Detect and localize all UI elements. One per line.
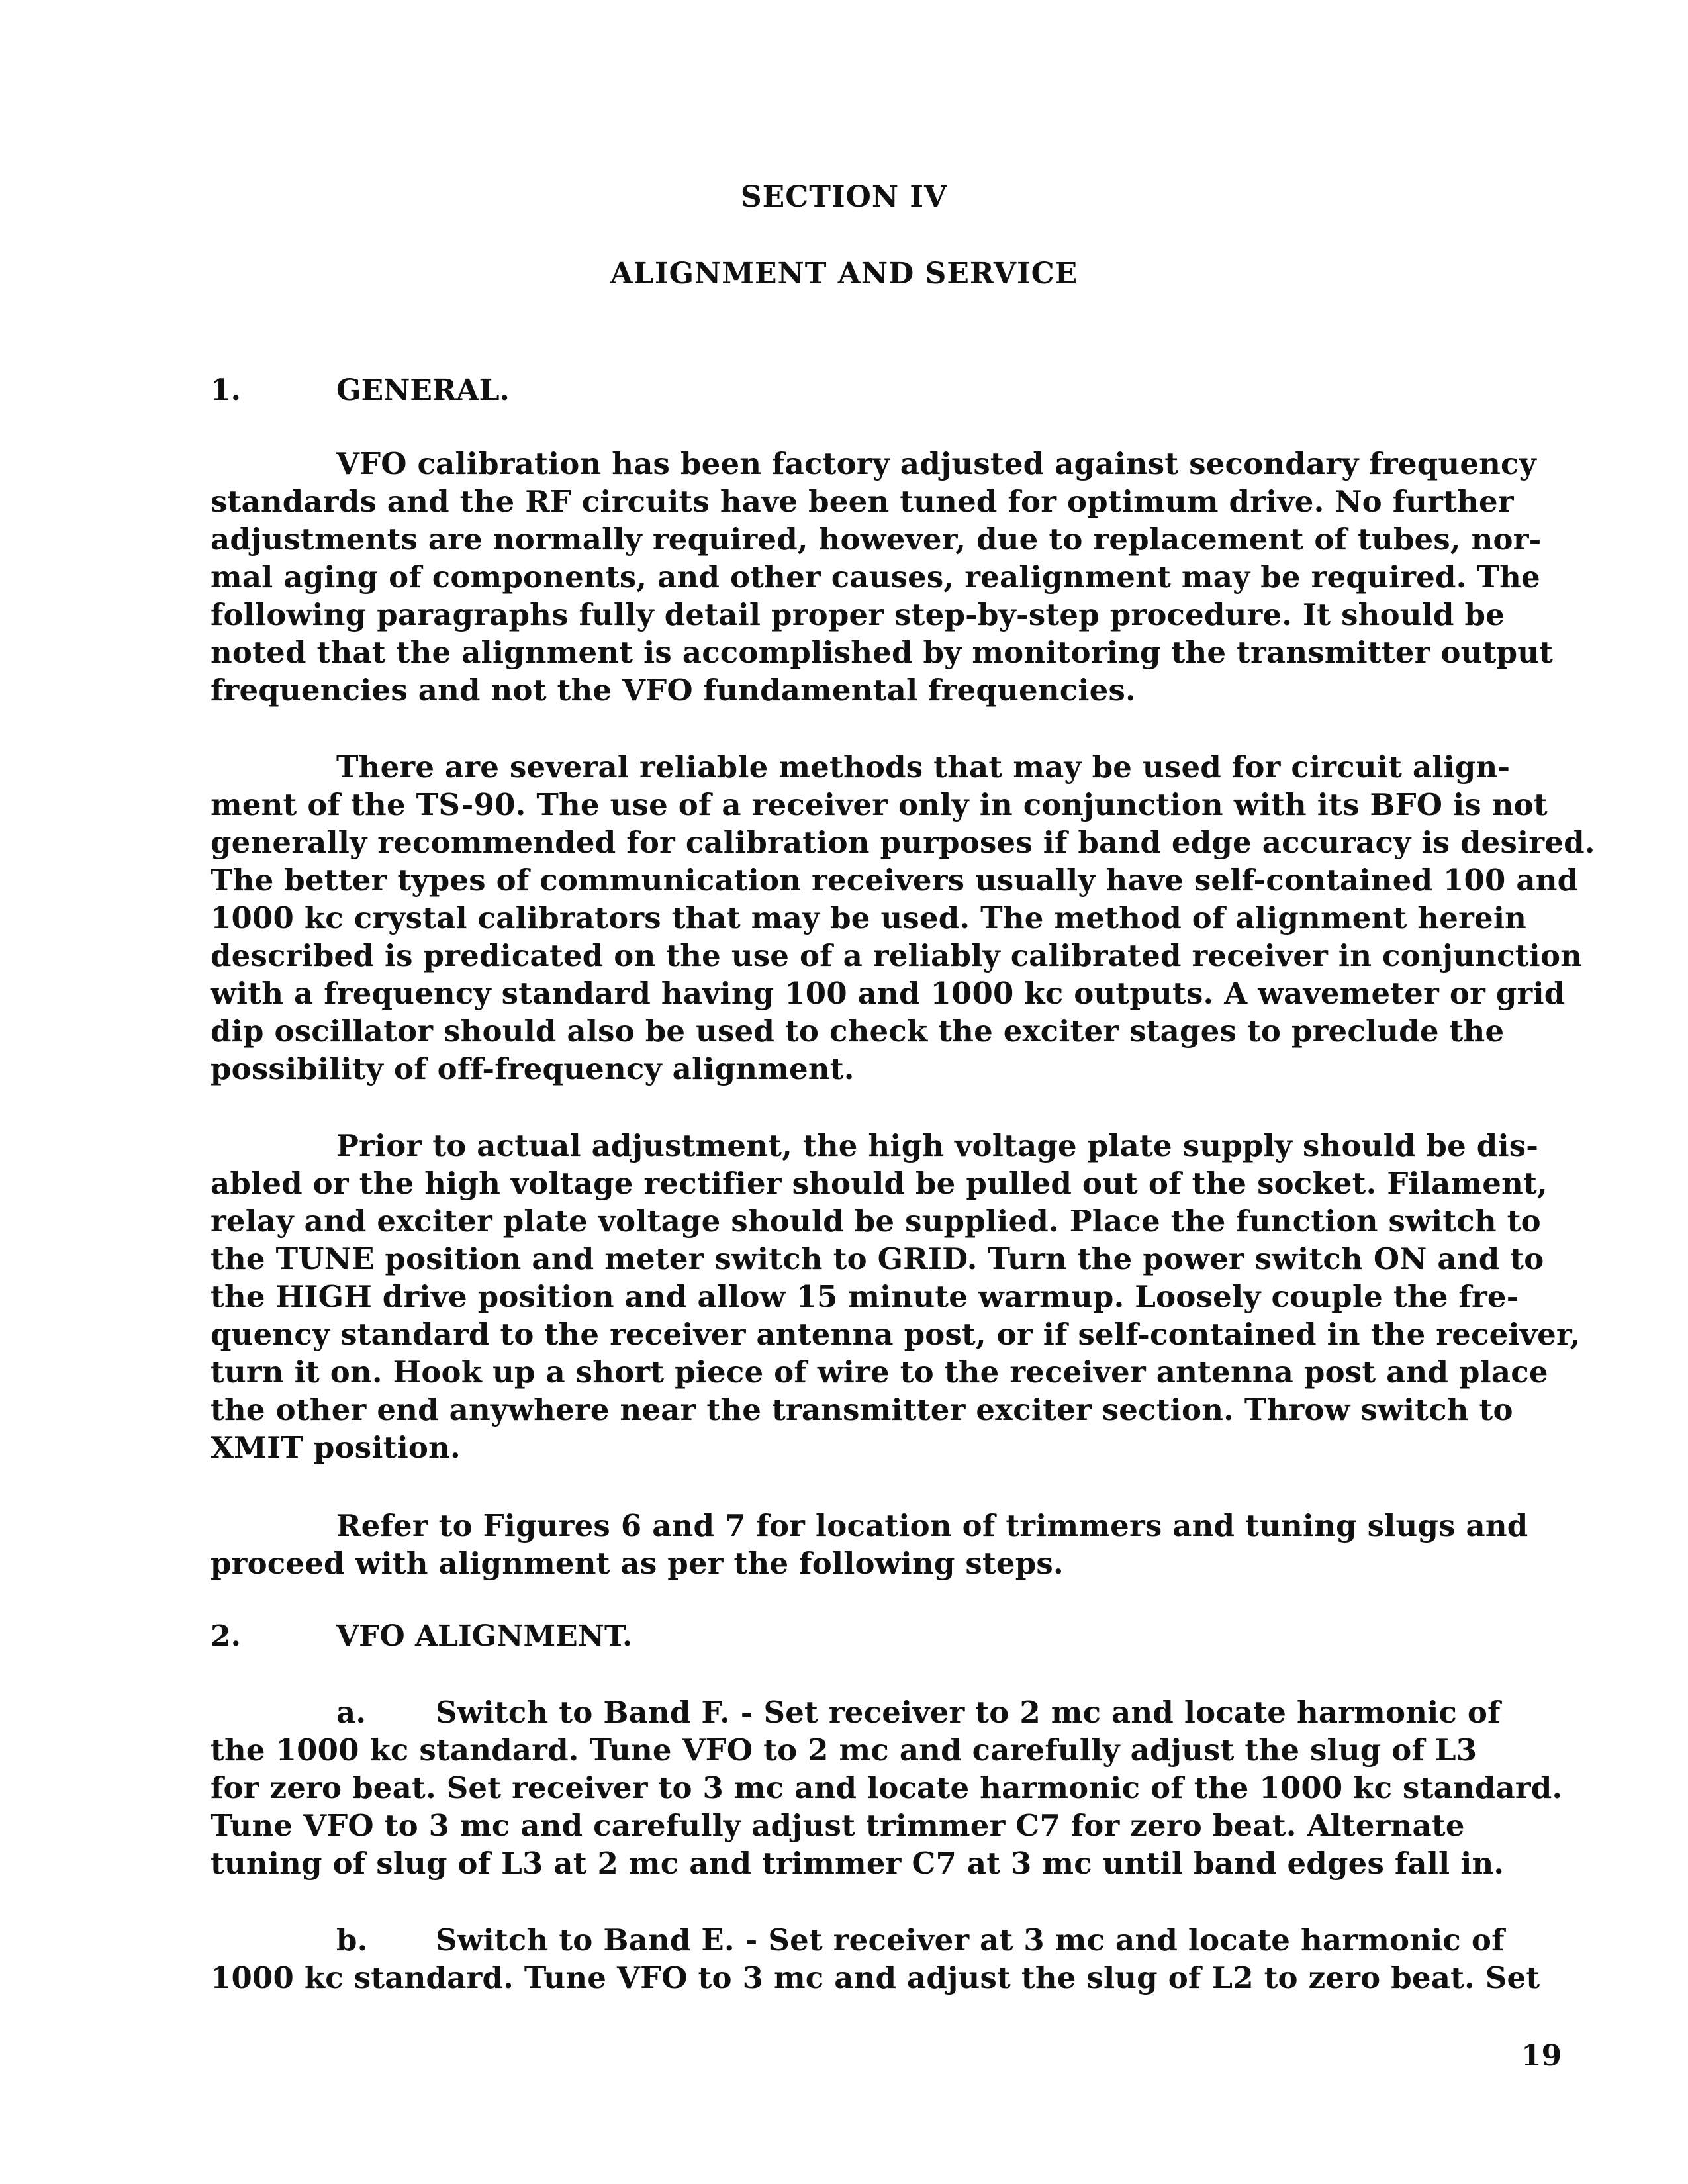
section-number: SECTION IV bbox=[740, 180, 948, 214]
text-line: possibility of off-frequency alignment. bbox=[211, 1051, 855, 1086]
text-line: Switch to Band F. - Set receiver to 2 mc and locate harmonic of bbox=[436, 1695, 1501, 1730]
text-line: the HIGH drive position and allow 15 minute warmup. Loosely couple the fre- bbox=[211, 1279, 1519, 1314]
section-title: ALIGNMENT AND SERVICE bbox=[610, 257, 1078, 291]
text-line: with a frequency standard having 100 and 1000 kc outputs. A wavemeter or grid bbox=[211, 976, 1566, 1011]
text-line: noted that the alignment is accomplished by monitoring the transmitter output bbox=[211, 635, 1554, 670]
text-line: frequencies and not the VFO fundamental frequencies. bbox=[211, 673, 1136, 708]
heading-vfo-alignment bbox=[211, 1619, 632, 1653]
text-line: VFO calibration has been factory adjusted against secondary frequency bbox=[336, 446, 1537, 481]
text-line: the 1000 kc standard. Tune VFO to 2 mc and carefully adjust the slug of L3 bbox=[211, 1733, 1477, 1768]
text-line: quency standard to the receiver antenna post, or if self-contained in the receiver, bbox=[211, 1317, 1581, 1352]
text-line: abled or the high voltage rectifier should be pulled out of the socket. Filament, bbox=[211, 1166, 1548, 1201]
text-line: Switch to Band E. - Set receiver at 3 mc and locate harmonic of bbox=[436, 1923, 1505, 1958]
text-line: Tune VFO to 3 mc and carefully adjust trimmer C7 for zero beat. Alternate bbox=[211, 1808, 1465, 1843]
heading-number: 1. bbox=[211, 373, 241, 407]
text-line: standards and the RF circuits have been tuned for optimum drive. No further bbox=[211, 484, 1514, 519]
text-line: dip oscillator should also be used to check the exciter stages to preclude the bbox=[211, 1014, 1505, 1049]
heading-title: VFO ALIGNMENT. bbox=[336, 1619, 633, 1653]
heading-general bbox=[211, 373, 510, 407]
text-line: the TUNE position and meter switch to GRID. Turn the power switch ON and to bbox=[211, 1241, 1544, 1276]
heading-number: 2. bbox=[211, 1619, 241, 1653]
text-line: tuning of slug of L3 at 2 mc and trimmer C7 at 3 mc until band edges fall in. bbox=[211, 1846, 1505, 1881]
text-line: Refer to Figures 6 and 7 for location of trimmers and tuning slugs and bbox=[336, 1508, 1528, 1543]
page-number: 19 bbox=[1521, 2039, 1562, 2073]
step-label: a. bbox=[336, 1695, 367, 1730]
text-line: adjustments are normally required, however, due to replacement of tubes, nor- bbox=[211, 522, 1542, 557]
text-line: mal aging of components, and other causes, realignment may be required. The bbox=[211, 559, 1540, 594]
text-line: turn it on. Hook up a short piece of wire to the receiver antenna post and place bbox=[211, 1354, 1548, 1390]
text-line: relay and exciter plate voltage should be supplied. Place the function switch to bbox=[211, 1204, 1541, 1239]
text-line: The better types of communication receivers usually have self-contained 100 and bbox=[211, 863, 1579, 898]
text-line: the other end anywhere near the transmitter exciter section. Throw switch to bbox=[211, 1392, 1513, 1427]
text-line: 1000 kc crystal calibrators that may be used. The method of alignment herein bbox=[211, 900, 1527, 935]
step-label: b. bbox=[336, 1923, 368, 1958]
text-line: following paragraphs fully detail proper step-by-step procedure. It should be bbox=[211, 597, 1505, 632]
heading-title: GENERAL. bbox=[336, 373, 510, 407]
text-line: Prior to actual adjustment, the high voltage plate supply should be dis- bbox=[336, 1128, 1539, 1163]
text-line: for zero beat. Set receiver to 3 mc and locate harmonic of the 1000 kc standard. bbox=[211, 1770, 1563, 1805]
text-line: proceed with alignment as per the following steps. bbox=[211, 1546, 1064, 1581]
step-first-line bbox=[336, 1693, 1501, 1731]
text-line: described is predicated on the use of a reliably calibrated receiver in conjunction bbox=[211, 938, 1583, 973]
text-line: XMIT position. bbox=[211, 1430, 461, 1465]
text-line: There are several reliable methods that may be used for circuit align- bbox=[336, 749, 1511, 784]
text-line: ment of the TS-90. The use of a receiver only in conjunction with its BFO is not bbox=[211, 787, 1548, 822]
text-line: 1000 kc standard. Tune VFO to 3 mc and adjust the slug of L2 to zero beat. Set bbox=[211, 1960, 1540, 1995]
step-first-line bbox=[336, 1921, 1505, 1959]
text-line: generally recommended for calibration purposes if band edge accuracy is desired. bbox=[211, 825, 1595, 860]
